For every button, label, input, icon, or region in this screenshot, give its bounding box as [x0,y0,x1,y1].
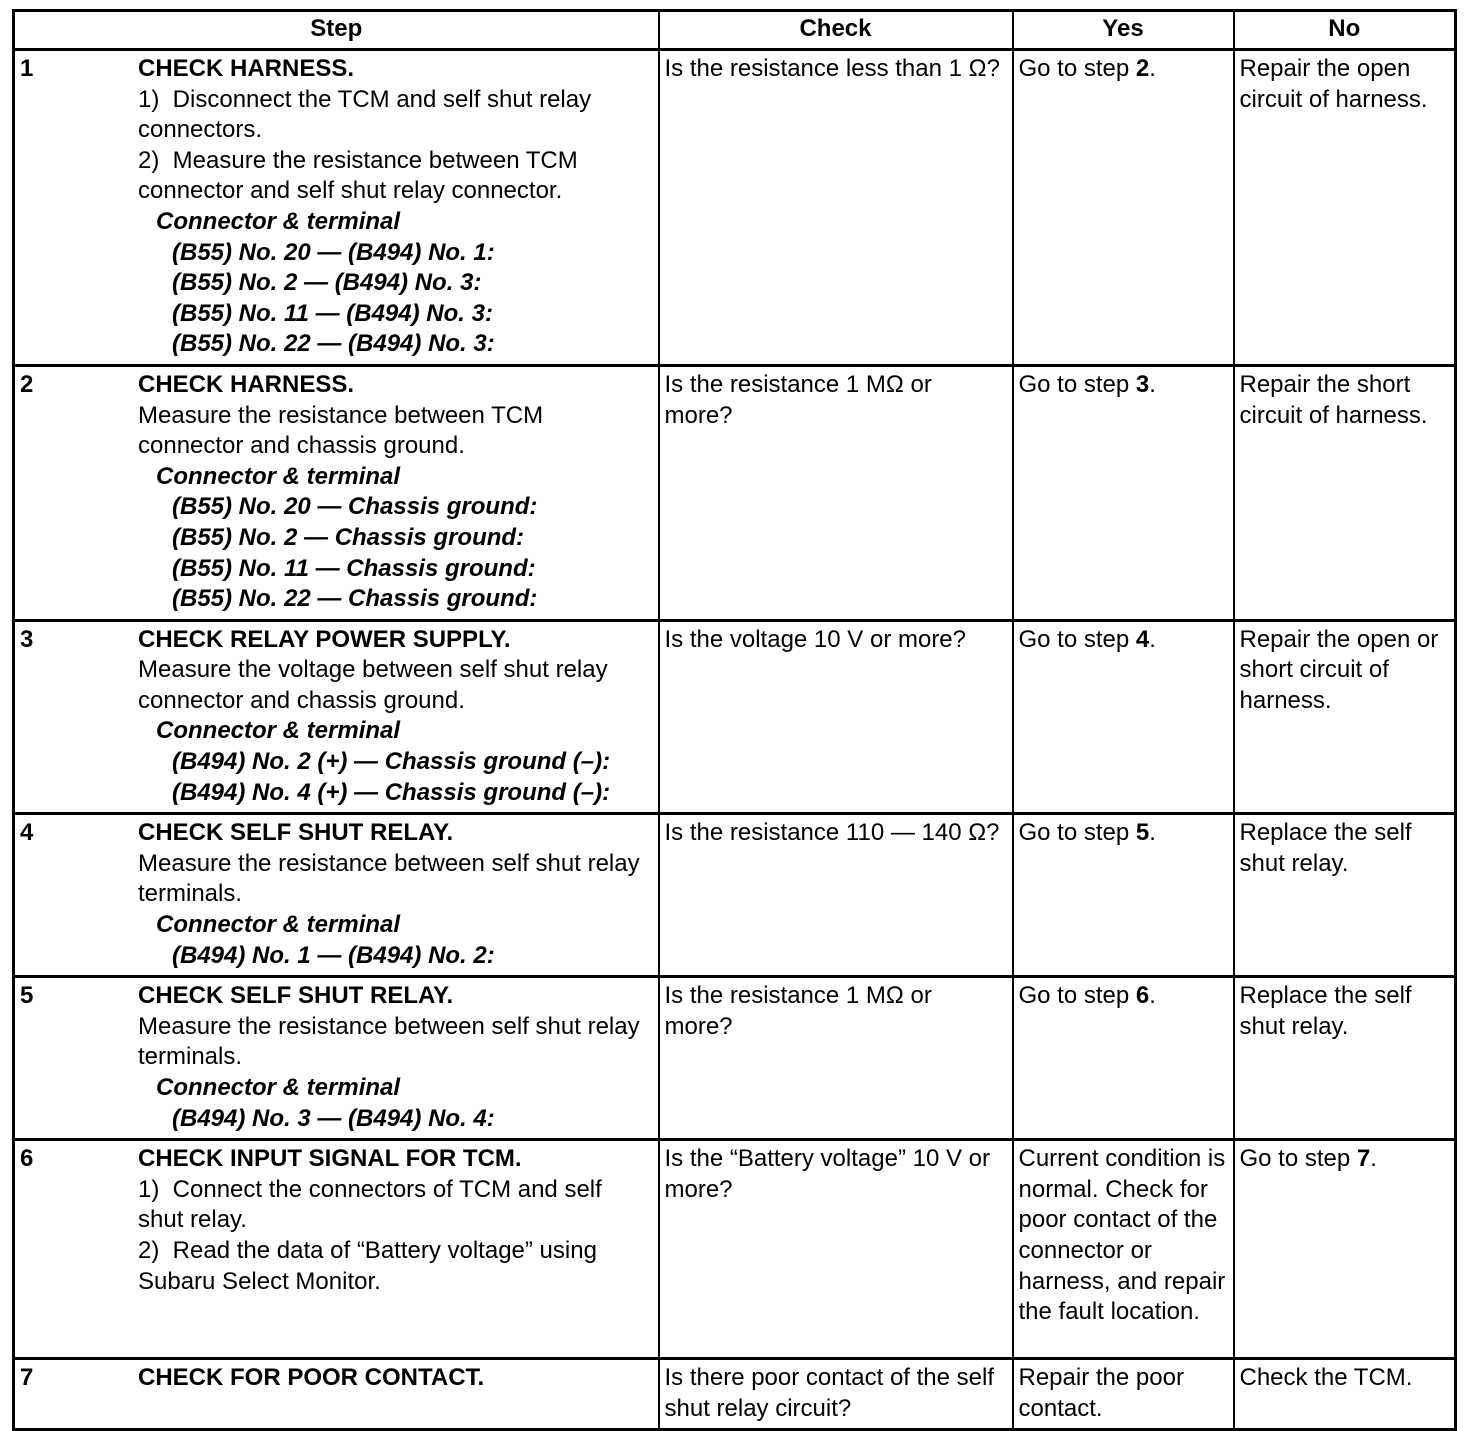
yes-text: Go to step [1018,819,1136,847]
step-instruction: Measure the voltage between self shut relay connector and chassis ground. [138,656,608,714]
terminal-spec: (B494) No. 2 (+) — Chassis ground (–): [172,748,611,776]
step-title: CHECK FOR POOR CONTACT. [138,1364,485,1392]
step-number: 4 [20,819,34,847]
no-step-ref: 7 [1356,1145,1371,1173]
step-cell [14,620,659,814]
step-title: CHECK HARNESS. [138,55,355,82]
check-cell: Is the “Battery voltage” 10 V or more? [659,1140,1013,1359]
header-step: Step [14,11,659,50]
no-text: Replace the self shut relay. [1239,982,1412,1040]
yes-text: Go to step [1018,370,1136,398]
connector-terminal-label: Connector & terminal [156,462,401,490]
yes-text: Go to step [1018,625,1136,653]
connector-terminal-label: Connector & terminal [156,717,401,745]
terminal-spec: (B55) No. 2 — Chassis ground: [172,523,525,551]
no-cell [1234,814,1456,977]
no-cell [1234,977,1456,1140]
yes-text: Go to step [1018,55,1136,82]
step-title: CHECK INPUT SIGNAL FOR TCM. [138,1145,522,1173]
check-cell: Is the resistance 1 MΩ or more? [659,365,1013,620]
terminal-spec: (B55) No. 11 — (B494) No. 3: [172,299,493,327]
step-title: CHECK HARNESS. [138,370,355,398]
header-yes: Yes [1013,11,1234,50]
check-cell: Is the voltage 10 V or more? [659,620,1013,814]
no-text: Repair the short circuit of harness. [1239,370,1428,429]
terminal-spec: (B494) No. 4 (+) — Chassis ground (–): [172,778,611,806]
step-number: 5 [20,982,34,1010]
no-text: Repair the open or short circuit of harness. [1239,625,1439,714]
yes-end: . [1149,625,1156,653]
terminal-spec: (B494) No. 3 — (B494) No. 4: [172,1104,495,1132]
step-instruction: 2) Read the data of “Battery voltage” using Subaru Select Monitor. [138,1236,597,1295]
yes-end: . [1149,370,1156,398]
step-instruction: Measure the resistance between TCM connector and chassis ground. [138,401,544,460]
yes-cell [1013,1359,1234,1430]
yes-cell [1013,365,1234,620]
step-cell [14,50,659,366]
step-cell [14,365,659,620]
no-cell [1234,1140,1456,1359]
terminal-spec: (B55) No. 22 — (B494) No. 3: [172,330,495,358]
terminal-spec: (B55) No. 22 — Chassis ground: [172,585,538,613]
connector-terminal-label: Connector & terminal [156,1074,401,1101]
terminal-spec: (B494) No. 1 — (B494) No. 2: [172,941,495,969]
terminal-spec: (B55) No. 2 — (B494) No. 3: [172,269,482,297]
table-row [14,50,1456,366]
no-cell [1234,620,1456,814]
table-row [14,620,1456,814]
step-title: CHECK SELF SHUT RELAY. [138,982,454,1010]
terminal-spec: (B55) No. 11 — Chassis ground: [172,554,536,582]
step-instruction: 1) Disconnect the TCM and self shut relay connectors. [138,85,592,144]
step-title: CHECK SELF SHUT RELAY. [138,819,454,847]
yes-step-ref: 6 [1135,982,1150,1010]
step-cell [14,1359,659,1430]
check-cell: Is the resistance 1 MΩ or more? [659,977,1013,1140]
yes-cell [1013,814,1234,977]
step-number: 6 [20,1145,34,1173]
yes-step-ref: 2 [1135,55,1150,82]
check-cell: Is the resistance less than 1 Ω? [659,50,1013,366]
step-number: 7 [20,1364,34,1392]
yes-step-ref: 5 [1135,819,1150,847]
yes-text: Go to step [1018,982,1136,1010]
table-row [14,1359,1456,1430]
step-instruction: 2) Measure the resistance between TCM connector and self shut relay connector. [138,146,578,205]
no-text: Check the TCM. [1239,1364,1413,1392]
step-number: 1 [20,55,34,82]
header-row [14,11,1456,50]
terminal-spec: (B55) No. 20 — Chassis ground: [172,493,538,521]
yes-cell [1013,977,1234,1140]
step-title: CHECK RELAY POWER SUPPLY. [138,625,511,653]
step-instruction: Measure the resistance between self shut relay terminals. [138,849,640,908]
table-row [14,1140,1456,1359]
no-cell [1234,365,1456,620]
terminal-spec: (B55) No. 20 — (B494) No. 1: [172,238,495,266]
yes-text: Repair the poor contact. [1018,1364,1184,1422]
step-number: 3 [20,625,34,653]
no-end: . [1370,1145,1377,1173]
no-text: Replace the self shut relay. [1239,819,1412,877]
header-check: Check [659,11,1013,50]
diagnostic-table [12,9,1457,1431]
table-row [14,365,1456,620]
yes-cell [1013,1140,1234,1359]
yes-cell [1013,620,1234,814]
yes-end: . [1149,982,1156,1010]
table-row [14,977,1456,1140]
step-instruction: 1) Connect the connectors of TCM and self shut relay. [138,1175,602,1234]
connector-terminal-label: Connector & terminal [156,911,401,939]
yes-cell [1013,50,1234,366]
yes-text: Current condition is normal. Check for poor contact of the connector or harness, and repair the fault location. [1018,1145,1226,1326]
no-cell [1234,1359,1456,1430]
check-cell: Is there poor contact of the self shut relay circuit? [659,1359,1013,1430]
yes-end: . [1149,55,1156,82]
yes-step-ref: 4 [1135,625,1150,653]
header-no: No [1234,11,1456,50]
connector-terminal-label: Connector & terminal [156,207,401,235]
yes-end: . [1149,819,1156,847]
step-instruction: Measure the resistance between self shut relay terminals. [138,1012,640,1071]
no-text: Repair the open circuit of harness. [1239,55,1428,113]
no-text: Go to step [1239,1145,1357,1173]
step-cell [14,977,659,1140]
step-cell [14,1140,659,1359]
step-cell [14,814,659,977]
check-cell: Is the resistance 110 — 140 Ω? [659,814,1013,977]
table-row [14,814,1456,977]
step-number: 2 [20,370,34,398]
no-cell [1234,50,1456,366]
yes-step-ref: 3 [1135,370,1150,398]
